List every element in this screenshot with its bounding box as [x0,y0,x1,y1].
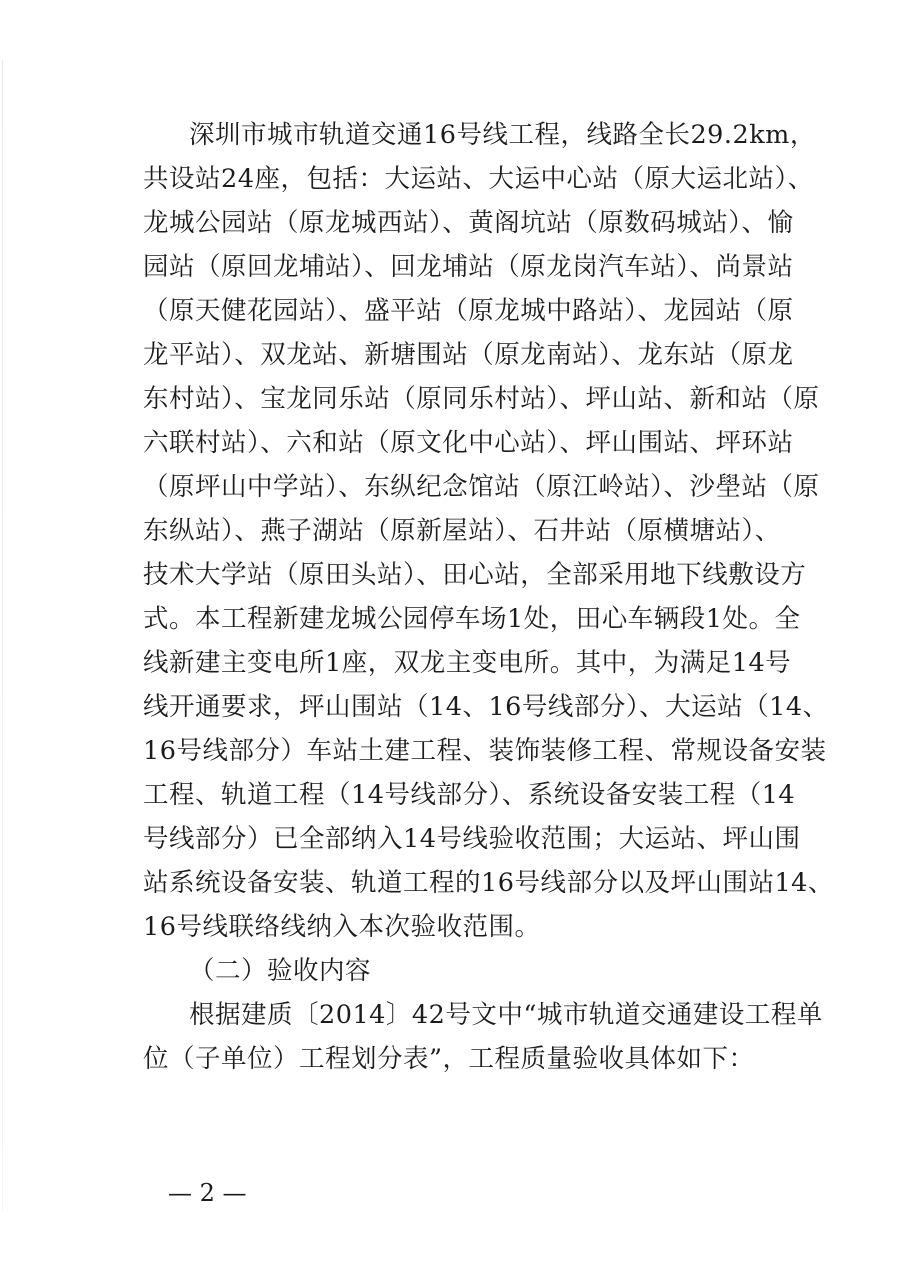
section-heading: （二）验收内容 [189,956,372,986]
paragraph-1-line: 龙城公园站（原龙城西站）、黄阁坑站（原数码城站）、愉 [143,208,794,238]
paragraph-1-line: 线新建主变电所1座，双龙主变电所。其中，为满足14号 [143,648,792,678]
page-number: — 2 — [168,1179,247,1207]
paragraph-2-line: 位（子单位）工程划分表”，工程质量验收具体如下： [143,1044,755,1074]
paragraph-1-line: 龙平站）、双龙站、新塘围站（原龙南站）、龙东站（原龙 [143,340,794,370]
paragraph-1-line: （原坪山中学站）、东纵纪念馆站（原江岭站）、沙壆站（原 [143,472,820,502]
paragraph-1-line: 16号线部分）车站土建工程、装饰装修工程、常规设备安装 [143,736,827,766]
paragraph-2-line: 根据建质〔2014〕42号文中“城市轨道交通建设工程单 [189,1000,823,1030]
paragraph-1-line: 站系统设备安装、轨道工程的16号线部分以及坪山围站14、 [143,868,834,898]
paragraph-1-line: 线开通要求，坪山围站（14、16号线部分）、大运站（14、 [143,692,829,722]
paragraph-1-line: 东村站）、宝龙同乐站（原同乐村站）、坪山站、新和站（原 [143,384,820,414]
paragraph-1-line: 东纵站）、燕子湖站（原新屋站）、石井站（原横塘站）、 [143,516,781,546]
paragraph-1-line: 技术大学站（原田头站）、田心站，全部采用地下线敷设方 [143,560,807,590]
paragraph-1-line: 16号线联络线纳入本次验收范围。 [143,912,541,942]
paragraph-1-line: 工程、轨道工程（14号线部分）、系统设备安装工程（14 [143,780,796,810]
paragraph-1-line: 号线部分）已全部纳入14号线验收范围；大运站、坪山围 [143,824,801,854]
paragraph-1-line: 园站（原回龙埔站）、回龙埔站（原龙岗汽车站）、尚景站 [143,252,794,282]
scan-edge-shadow [2,60,3,1210]
paragraph-1-line: 式。本工程新建龙城公园停车场1处，田心车辆段1处。全 [143,604,801,634]
paragraph-1-line: 共设站24座，包括：大运站、大运中心站（原大运北站）、 [143,164,814,194]
paragraph-1-line: 深圳市城市轨道交通16号线工程，线路全长29.2km， [189,120,816,150]
paragraph-1-line: （原天健花园站）、盛平站（原龙城中路站）、龙园站（原 [143,296,794,326]
paragraph-1-line: 六联村站）、六和站（原文化中心站）、坪山围站、坪环站 [143,428,794,458]
